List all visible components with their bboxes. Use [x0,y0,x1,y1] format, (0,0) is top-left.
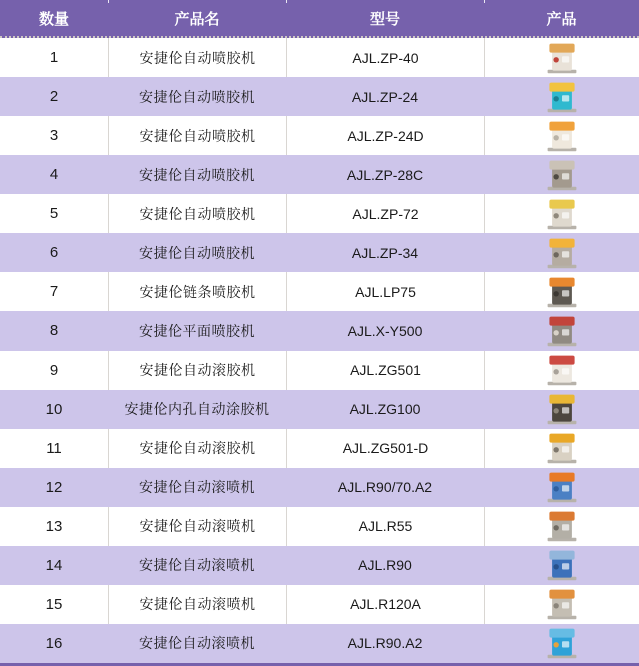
quantity-cell: 5 [49,205,59,223]
model-cell: AJL.X-Y500 [347,322,423,339]
model-cell: AJL.R90/70.A2 [337,479,433,496]
machine-photo-icon [544,547,580,583]
machine-photo-icon [544,313,580,349]
product-name-cell: 安捷伦自动滚喷机 [108,507,286,546]
header-product-name: 产品名 [174,10,220,28]
product-name-cell: 安捷伦链条喷胶机 [108,272,286,311]
model-cell: AJL.ZG100 [349,401,421,418]
table-row [0,351,639,390]
product-image-cell [484,77,639,116]
column-divider-tick [484,0,485,3]
product-name-cell: 安捷伦平面喷胶机 [139,322,255,339]
table-row [0,585,639,624]
quantity-cell: 12 [45,478,63,496]
table-row [0,272,639,311]
table-row [0,116,639,155]
table-row [0,194,639,233]
table-row [0,155,639,194]
machine-photo-icon [544,235,580,271]
model-cell: AJL.ZP-34 [351,244,419,261]
machine-photo-icon [544,469,580,505]
table-header [0,0,639,38]
model-cell: AJL.ZP-24 [351,88,419,105]
quantity-cell: 1 [49,49,59,67]
quantity-cell: 4 [49,166,59,184]
product-name-cell: 安捷伦内孔自动涂胶机 [124,401,270,418]
product-image-cell [484,233,639,272]
product-image-cell [484,390,639,429]
machine-photo-icon [544,508,580,544]
machine-photo-icon [544,79,580,115]
quantity-cell: 14 [45,556,63,574]
table-row [0,77,639,116]
product-name-cell: 安捷伦自动滚胶机 [108,429,286,468]
quantity-cell: 9 [49,361,59,379]
table-row [0,390,639,429]
model-cell: AJL.ZP-24D [286,116,484,155]
machine-photo-icon [544,157,580,193]
machine-photo-icon [544,196,580,232]
quantity-cell: 2 [49,88,59,106]
quantity-cell: 10 [45,400,63,418]
model-cell: AJL.ZP-40 [286,38,484,77]
product-image-cell [484,38,639,77]
model-cell: AJL.R90.A2 [347,635,423,652]
product-image-cell [484,116,639,155]
product-name-cell: 安捷伦自动喷胶机 [108,116,286,155]
table-row [0,38,639,77]
model-cell: AJL.LP75 [286,272,484,311]
model-cell: AJL.ZG501-D [286,429,484,468]
model-cell: AJL.R90 [358,557,412,574]
machine-photo-icon [544,430,580,466]
product-image-cell [484,507,639,546]
table-row [0,507,639,546]
quantity-cell: 6 [49,244,59,262]
machine-photo-icon [544,586,580,622]
table-row [0,429,639,468]
model-cell: AJL.ZG501 [286,351,484,390]
product-name-cell: 安捷伦自动喷胶机 [108,38,286,77]
product-image-cell [484,311,639,350]
table-body [0,38,639,663]
header-quantity: 数量 [38,10,69,28]
product-name-cell: 安捷伦自动滚喷机 [139,557,255,574]
quantity-cell: 8 [49,322,59,340]
model-cell: AJL.R120A [286,585,484,624]
model-cell: AJL.ZP-28C [346,166,424,183]
quantity-cell: 15 [45,595,63,613]
machine-photo-icon [544,118,580,154]
product-image-cell [484,624,639,663]
quantity-cell: 13 [45,517,63,535]
quantity-cell: 3 [49,127,59,145]
table-row [0,311,639,350]
machine-photo-icon [544,274,580,310]
column-divider-tick [108,0,109,3]
machine-photo-icon [544,40,580,76]
product-image-cell [484,272,639,311]
product-image-cell [484,468,639,507]
product-name-cell: 安捷伦自动滚喷机 [139,635,255,652]
machine-photo-icon [544,391,580,427]
machine-photo-icon [544,625,580,661]
machine-photo-icon [544,352,580,388]
model-cell: AJL.ZP-72 [286,194,484,233]
product-name-cell: 安捷伦自动喷胶机 [139,88,255,105]
header-product: 产品 [546,10,577,28]
product-image-cell [484,585,639,624]
product-name-cell: 安捷伦自动喷胶机 [108,194,286,233]
product-image-cell [484,351,639,390]
table-row [0,624,639,663]
product-image-cell [484,546,639,585]
model-cell: AJL.R55 [286,507,484,546]
product-name-cell: 安捷伦自动滚喷机 [139,479,255,496]
product-image-cell [484,155,639,194]
quantity-cell: 7 [49,283,59,301]
product-name-cell: 安捷伦自动滚胶机 [108,351,286,390]
header-model: 型号 [369,10,400,28]
product-name-cell: 安捷伦自动喷胶机 [139,244,255,261]
quantity-cell: 16 [45,634,63,652]
quantity-cell: 11 [46,439,62,457]
table-row [0,546,639,585]
product-image-cell [484,429,639,468]
product-name-cell: 安捷伦自动滚喷机 [108,585,286,624]
product-image-cell [484,194,639,233]
product-name-cell: 安捷伦自动喷胶机 [139,166,255,183]
table-row [0,468,639,507]
column-divider-tick [286,0,287,3]
table-row [0,233,639,272]
